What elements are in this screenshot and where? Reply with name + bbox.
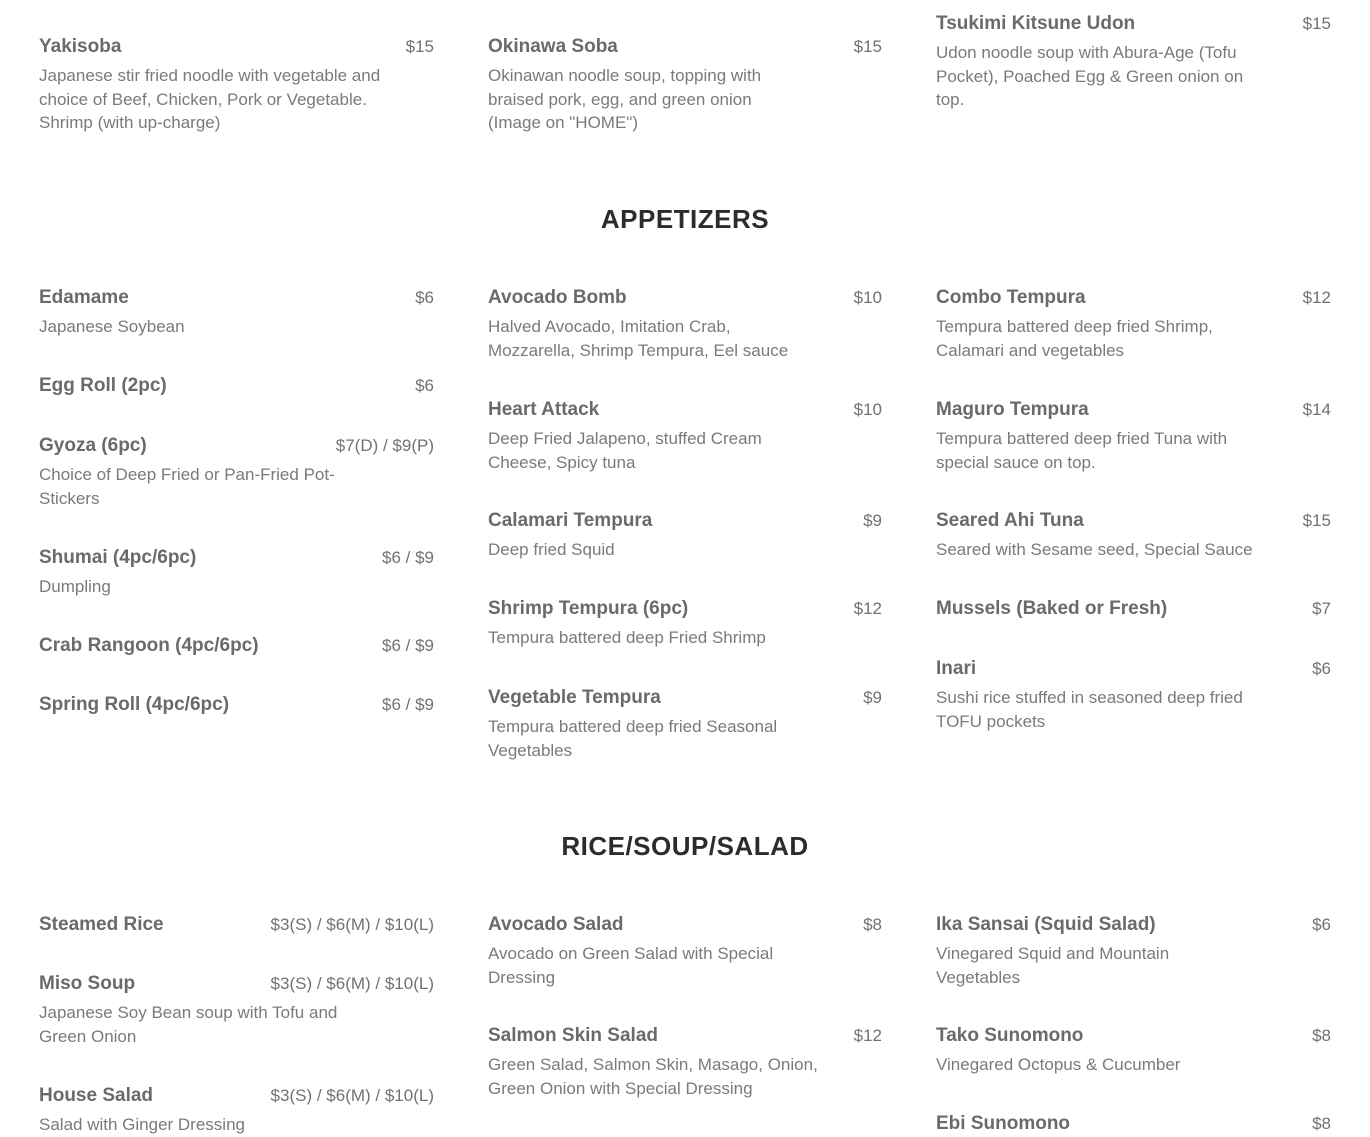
item-price: $15	[1302, 511, 1331, 530]
appetizers-col-3-row-3	[936, 509, 1331, 559]
item-name: Tako Sunomono	[936, 1025, 1084, 1046]
menu-item	[39, 35, 434, 135]
item-description: Tempura battered deep Fried Shrimp	[488, 628, 766, 647]
item-price: $9	[863, 688, 882, 707]
item-price: $3(S) / $6(M) / $10(L)	[270, 915, 434, 934]
item-name: House Salad	[39, 1085, 154, 1106]
item-name: Gyoza (6pc)	[39, 435, 147, 456]
item-price: $8	[1312, 1026, 1331, 1045]
item-name: Avocado Bomb	[488, 287, 627, 308]
item-price: $10	[853, 400, 882, 419]
item-name: Vegetable Tempura	[488, 687, 661, 708]
item-description: Choice of Deep Fried or Pan-Fried Pot-Stickers	[39, 465, 335, 508]
appetizers-col-1-row-6	[39, 693, 434, 717]
menu-item	[488, 35, 882, 135]
section-title-appetizers: APPETIZERS	[600, 204, 770, 234]
item-description: Green Salad, Salmon Skin, Masago, Onion, Green Onion with Special Dressing	[488, 1055, 818, 1098]
item-price: $7	[1312, 599, 1331, 618]
item-price: $12	[853, 599, 882, 618]
item-name: Inari	[936, 658, 977, 679]
item-description: Dumpling	[39, 577, 111, 596]
item-price: $12	[1302, 288, 1331, 307]
item-description: Okinawan noodle soup, topping with braised pork, egg, and green onion (Image on "HOME")	[488, 66, 762, 132]
item-description: Deep Fried Jalapeno, stuffed Cream Cheese, Spicy tuna	[488, 429, 762, 472]
item-description: Tempura battered deep fried Tuna with special sauce on top.	[936, 429, 1228, 472]
item-price: $8	[863, 915, 882, 934]
item-price: $6 / $9	[382, 695, 434, 714]
item-name: Yakisoba	[39, 36, 122, 57]
item-description: Japanese Soybean	[39, 317, 185, 336]
item-name: Shrimp Tempura (6pc)	[488, 598, 689, 619]
item-name: Calamari Tempura	[488, 510, 653, 531]
rice-col-2-row-2	[488, 1024, 882, 1098]
item-name: Edamame	[39, 287, 129, 308]
item-price: $3(S) / $6(M) / $10(L)	[270, 974, 434, 993]
item-name: Tsukimi Kitsune Udon	[936, 13, 1136, 34]
rice-col-3-row-3	[936, 1112, 1331, 1136]
item-price: $3(S) / $6(M) / $10(L)	[270, 1086, 434, 1105]
item-price: $6 / $9	[382, 636, 434, 655]
item-description: Vinegared Octopus & Cucumber	[936, 1055, 1181, 1074]
item-price: $10	[853, 288, 882, 307]
item-name: Seared Ahi Tuna	[936, 510, 1084, 531]
appetizers-col-2-row-3	[488, 509, 882, 559]
item-description: Deep fried Squid	[488, 540, 615, 559]
item-description: Seared with Sesame seed, Special Sauce	[936, 540, 1253, 559]
appetizers-col-2-row-1	[488, 286, 882, 360]
noodles-col-3	[936, 12, 1331, 109]
item-name: Avocado Salad	[488, 914, 624, 935]
appetizers-col-1-row-4	[39, 546, 434, 596]
item-description: Japanese Soy Bean soup with Tofu and Green Onion	[39, 1003, 338, 1046]
item-price: $7(D) / $9(P)	[335, 436, 434, 455]
item-price: $6	[1312, 659, 1331, 678]
item-name: Maguro Tempura	[936, 399, 1089, 420]
item-price: $6	[415, 376, 434, 395]
rice-col-2-row-1	[488, 913, 882, 987]
item-name: Ebi Sunomono	[936, 1113, 1071, 1134]
item-price: $6	[415, 288, 434, 307]
item-description: Salad with Ginger Dressing	[39, 1115, 245, 1134]
item-name: Steamed Rice	[39, 914, 164, 935]
appetizers-col-1-row-2	[39, 374, 434, 398]
item-price: $9	[863, 511, 882, 530]
menu-item	[936, 12, 1331, 112]
item-name: Heart Attack	[488, 399, 600, 420]
rice-col-1-row-3	[39, 1084, 434, 1134]
item-price: $8	[1312, 1114, 1331, 1133]
appetizers-col-2-row-4	[488, 597, 882, 647]
rice-col-3-row-2	[936, 1024, 1331, 1074]
rice-col-1-row-1	[39, 913, 434, 937]
item-price: $6 / $9	[382, 548, 434, 567]
item-price: $14	[1302, 400, 1331, 419]
item-name: Mussels (Baked or Fresh)	[936, 598, 1168, 619]
section-title-rice-soup-salad: RICE/SOUP/SALAD	[561, 831, 809, 861]
item-description: Tempura battered deep fried Seasonal Vegetables	[488, 717, 778, 760]
appetizers-col-1-row-3	[39, 434, 434, 508]
item-name: Combo Tempura	[936, 287, 1086, 308]
item-name: Shumai (4pc/6pc)	[39, 547, 197, 568]
item-description: Japanese stir fried noodle with vegetable and choice of Beef, Chicken, Pork or Vegetable. Shrimp (with up-charge)	[39, 66, 381, 132]
item-name: Salmon Skin Salad	[488, 1025, 658, 1046]
item-description: Avocado on Green Salad with Special Dressing	[488, 944, 774, 987]
appetizers-col-2-row-5	[488, 686, 882, 760]
appetizers-col-1-row-5	[39, 634, 434, 658]
rice-col-3-row-1	[936, 913, 1331, 987]
item-price: $15	[1302, 14, 1331, 33]
item-description: Vinegared Squid and Mountain Vegetables	[936, 944, 1170, 987]
item-description: Tempura battered deep fried Shrimp, Calamari and vegetables	[936, 317, 1213, 360]
item-price: $12	[853, 1026, 882, 1045]
noodles-col-2	[488, 35, 882, 132]
item-price: $6	[1312, 915, 1331, 934]
rice-col-1-row-2	[39, 972, 434, 1046]
item-name: Spring Roll (4pc/6pc)	[39, 694, 230, 715]
appetizers-col-3-row-2	[936, 398, 1331, 472]
appetizers-col-3-row-5	[936, 657, 1331, 731]
item-description: Halved Avocado, Imitation Crab, Mozzarella, Shrimp Tempura, Eel sauce	[488, 317, 789, 360]
item-price: $15	[405, 37, 434, 56]
item-name: Egg Roll (2pc)	[39, 375, 167, 396]
item-name: Okinawa Soba	[488, 36, 618, 57]
item-price: $15	[853, 37, 882, 56]
item-description: Udon noodle soup with Abura-Age (Tofu Pocket), Poached Egg & Green onion on top.	[936, 43, 1244, 109]
appetizers-col-2-row-2	[488, 398, 882, 472]
noodles-col-1	[39, 35, 434, 132]
appetizers-col-3-row-1	[936, 286, 1331, 360]
item-name: Crab Rangoon (4pc/6pc)	[39, 635, 259, 656]
item-name: Miso Soup	[39, 973, 136, 994]
item-description: Sushi rice stuffed in seasoned deep fried TOFU pockets	[936, 688, 1243, 731]
item-name: Ika Sansai (Squid Salad)	[936, 914, 1156, 935]
appetizers-col-3-row-4	[936, 597, 1331, 621]
